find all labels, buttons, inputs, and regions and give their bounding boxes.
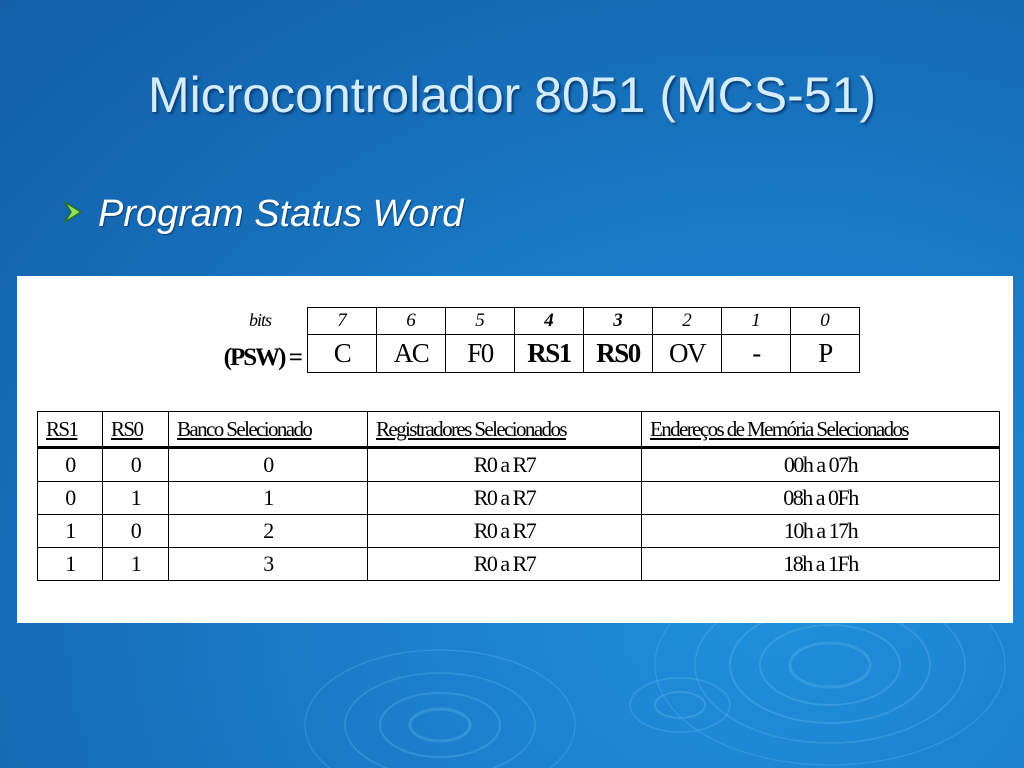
bit-name-c: C (308, 335, 377, 373)
bit-number: 2 (653, 308, 722, 335)
content-panel (17, 276, 1013, 623)
slide-title: Microcontrolador 8051 (MCS-51) (147, 67, 877, 123)
table-header-row (38, 412, 1000, 448)
cell-addresses: 10h a 17h (642, 515, 1000, 548)
bit-number: 7 (308, 308, 377, 335)
cell-rs1: 1 (38, 515, 103, 548)
bits-label: bits (248, 310, 271, 330)
bit-number: 3 (584, 308, 653, 335)
column-header-addresses: Endereços de Memória Selecionados (642, 412, 1000, 448)
table-row (38, 515, 1000, 548)
column-header-registers: Registradores Selecionados (368, 412, 642, 448)
bit-name-p: P (791, 335, 860, 373)
bit-name-unused: - (722, 335, 791, 373)
bit-number: 0 (791, 308, 860, 335)
bullet-item (62, 190, 463, 238)
cell-registers: R0 a R7 (368, 482, 642, 515)
cell-rs0: 1 (103, 482, 169, 515)
psw-register-label: (PSW) = (223, 344, 301, 371)
bit-number-row (308, 308, 860, 335)
cell-bank: 1 (169, 482, 368, 515)
cell-addresses: 08h a 0Fh (642, 482, 1000, 515)
bit-number: 1 (722, 308, 791, 335)
cell-registers: R0 a R7 (368, 548, 642, 581)
bit-name-rs0: RS0 (584, 335, 653, 373)
bit-number: 6 (377, 308, 446, 335)
bit-name-ac: AC (377, 335, 446, 373)
cell-addresses: 18h a 1Fh (642, 548, 1000, 581)
table-row (38, 448, 1000, 482)
cell-rs1: 1 (38, 548, 103, 581)
column-header-bank: Banco Selecionado (169, 412, 368, 448)
cell-addresses: 00h a 07h (642, 448, 1000, 482)
cell-rs1: 0 (38, 482, 103, 515)
cell-registers: R0 a R7 (368, 515, 642, 548)
cell-bank: 2 (169, 515, 368, 548)
bit-name-ov: OV (653, 335, 722, 373)
cell-rs0: 0 (103, 515, 169, 548)
bit-number: 5 (446, 308, 515, 335)
bullet-text: Program Status Word (98, 193, 464, 235)
bit-name-row (308, 335, 860, 373)
bit-number: 4 (515, 308, 584, 335)
column-header-rs0: RS0 (103, 412, 169, 448)
cell-rs0: 0 (103, 448, 169, 482)
register-bank-table (37, 411, 1000, 581)
cell-bank: 0 (169, 448, 368, 482)
cell-rs0: 1 (103, 548, 169, 581)
table-row (38, 482, 1000, 515)
bit-name-f0: F0 (446, 335, 515, 373)
arrow-bullet-icon (62, 199, 90, 230)
psw-bit-table (307, 307, 860, 373)
cell-bank: 3 (169, 548, 368, 581)
cell-rs1: 0 (38, 448, 103, 482)
column-header-rs1: RS1 (38, 412, 103, 448)
table-row (38, 548, 1000, 581)
cell-registers: R0 a R7 (368, 448, 642, 482)
bit-name-rs1: RS1 (515, 335, 584, 373)
